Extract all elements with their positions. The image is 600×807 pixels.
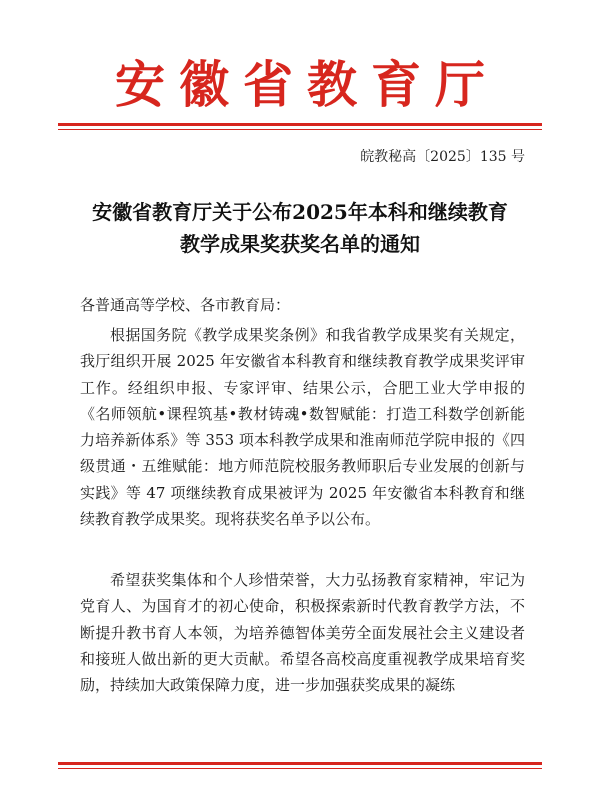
letterhead-rule-thin bbox=[58, 129, 542, 130]
letterhead-rule-thick bbox=[58, 123, 542, 126]
body-paragraph-1 bbox=[80, 322, 525, 532]
document-number: 皖教秘高〔2025〕135 号 bbox=[360, 149, 525, 165]
document-title bbox=[50, 196, 550, 260]
document-title-line-1: 安徽省教育厅关于公布2025年本科和继续教育 bbox=[92, 200, 508, 224]
salutation: 各普通高等学校、各市教育局： bbox=[80, 296, 291, 314]
letterhead-issuer: 安徽省教育厅 bbox=[115, 55, 499, 114]
body-paragraph-1-text: 根据国务院《教学成果奖条例》和我省教学成果奖有关规定，我厅组织开展 2025 年安徽省本科教育和继续教育教学成果奖评审工作。经组织申报、专家评审、结果公示，合肥工业大学申报的《名师领航•课程筑基•教材铸魂•数智赋能：打造工科数学创新能力培养新体系》等 353 项本科教学成果和淮南师范学院申报的《四级贯通・五维赋能：地方师范院校服务教师职后专业发展的创新与实践》等 47 项继续教育成果被评为 2025 年安徽省本科教育和继续教育教学成果奖。现将获奖名单予以公布。 bbox=[80, 326, 525, 529]
document-title-line-2: 教学成果奖获奖名单的通知 bbox=[180, 232, 420, 256]
footer-rule-thick bbox=[58, 762, 542, 765]
footer-rule-thin bbox=[58, 768, 542, 769]
body-paragraph-2 bbox=[80, 567, 525, 698]
body-paragraph-2-text: 希望获奖集体和个人珍惜荣誉，大力弘扬教育家精神，牢记为党育人、为国育才的初心使命，积极探索新时代教育教学方法，不断提升教书育人本领，为培养德智体美劳全面发展社会主义建设者和接班人做出新的更大贡献。希望各高校高度重视教学成果培育奖励，持续加大政策保障力度，进一步加强获奖成果的凝练 bbox=[80, 571, 525, 695]
